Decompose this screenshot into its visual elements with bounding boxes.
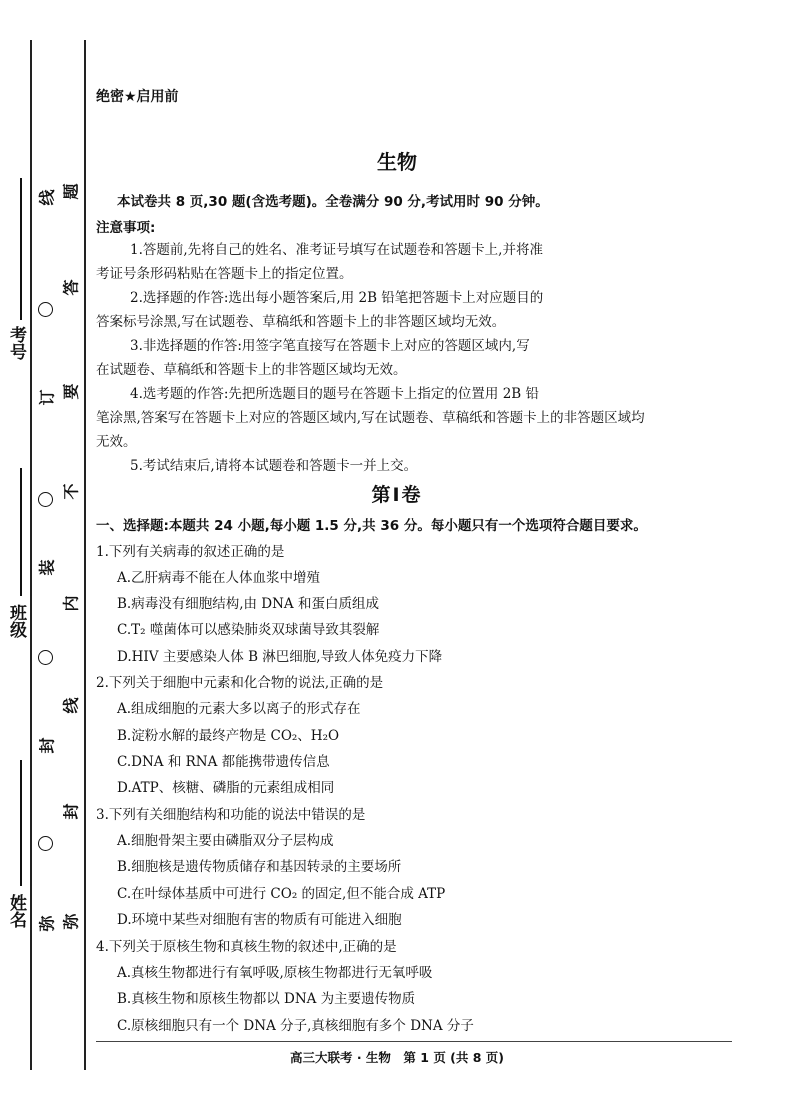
question-option: C.DNA 和 RNA 都能携带遗传信息 bbox=[117, 754, 330, 770]
notice-line: 4.选考题的作答:先把所选题目的题号在答题卡上指定的位置用 2B 铅 bbox=[130, 386, 540, 402]
seal-char-mi: 弥 bbox=[37, 915, 57, 932]
question-stem: 1.下列有关病毒的叙述正确的是 bbox=[96, 544, 285, 560]
question-option: B.细胞核是遗传物质储存和基因转录的主要场所 bbox=[117, 859, 402, 875]
question-option: B.病毒没有细胞结构,由 DNA 和蛋白质组成 bbox=[117, 596, 379, 612]
notice-line: 3.非选择题的作答:用签字笔直接写在答题卡上对应的答题区域内,写 bbox=[130, 338, 530, 354]
question-option: D.ATP、核糖、磷脂的元素组成相同 bbox=[117, 780, 335, 796]
question-stem: 3.下列有关细胞结构和功能的说法中错误的是 bbox=[96, 807, 366, 823]
section-heading: 一、选择题:本题共 24 小题,每小题 1.5 分,共 36 分。每小题只有一个选项符合题目要求。 bbox=[96, 518, 647, 534]
no-answer-char-ti: 题 bbox=[61, 183, 81, 200]
notice-line: 1.答题前,先将自己的姓名、准考证号填写在试题卷和答题卡上,并将准 bbox=[130, 242, 543, 258]
seal-char-xian: 线 bbox=[37, 189, 57, 206]
part-title: 第Ⅰ卷 bbox=[371, 484, 423, 506]
question-stem: 2.下列关于细胞中元素和化合物的说法,正确的是 bbox=[96, 675, 384, 691]
notice-line: 5.考试结束后,请将本试题卷和答题卡一并上交。 bbox=[130, 458, 418, 474]
no-answer-char-feng: 封 bbox=[61, 803, 81, 820]
notice-line: 2.选择题的作答:选出每小题答案后,用 2B 铅笔把答题卡上对应题目的 bbox=[130, 290, 544, 306]
class-label: 班级 bbox=[6, 604, 26, 638]
no-answer-char-xian: 线 bbox=[61, 697, 81, 714]
binding-line-outer bbox=[30, 40, 32, 1070]
question-option: B.真核生物和原核生物都以 DNA 为主要遗传物质 bbox=[117, 991, 416, 1007]
exam-no-fill-line bbox=[20, 178, 22, 320]
no-answer-char-yao: 要 bbox=[61, 383, 81, 400]
question-option: B.淀粉水解的最终产物是 CO₂、H₂O bbox=[117, 728, 340, 744]
exam-summary: 本试卷共 8 页,30 题(含选考题)。全卷满分 90 分,考试用时 90 分钟。 bbox=[117, 194, 549, 210]
question-option: D.环境中某些对细胞有害的物质有可能进入细胞 bbox=[117, 912, 402, 928]
notice-line: 笔涂黑,答案写在答题卡上对应的答题区域内,写在试题卷、草稿纸和答题卡上的非答题区域均 bbox=[96, 410, 645, 426]
seal-circle-4 bbox=[38, 836, 53, 851]
seal-circle-1 bbox=[38, 302, 53, 317]
seal-char-feng: 封 bbox=[37, 737, 57, 754]
exam-title: 生物 bbox=[377, 150, 417, 174]
question-option: D.HIV 主要感染人体 B 淋巴细胞,导致人体免疫力下降 bbox=[117, 649, 443, 665]
page-footer: 高三大联考 · 生物 第 1 页 (共 8 页) bbox=[289, 1050, 505, 1065]
no-answer-char-nei: 内 bbox=[61, 595, 81, 612]
seal-char-ding: 订 bbox=[37, 389, 57, 406]
seal-char-zhuang: 装 bbox=[37, 559, 57, 576]
question-option: C.原核细胞只有一个 DNA 分子,真核细胞有多个 DNA 分子 bbox=[117, 1018, 474, 1034]
name-label: 姓名 bbox=[6, 894, 26, 928]
notice-line: 无效。 bbox=[96, 434, 137, 450]
notice-line: 答案标号涂黑,写在试题卷、草稿纸和答题卡上的非答题区域均无效。 bbox=[96, 314, 506, 330]
name-fill-line bbox=[20, 760, 22, 886]
no-answer-char-da: 答 bbox=[61, 279, 81, 296]
footer-rule bbox=[96, 1041, 732, 1042]
notice-line: 在试题卷、草稿纸和答题卡上的非答题区域均无效。 bbox=[96, 362, 407, 378]
question-option: C.在叶绿体基质中可进行 CO₂ 的固定,但不能合成 ATP bbox=[117, 886, 446, 902]
question-option: A.细胞骨架主要由磷脂双分子层构成 bbox=[117, 833, 334, 849]
no-answer-char-mi: 弥 bbox=[61, 913, 81, 930]
no-answer-char-bu: 不 bbox=[61, 483, 81, 500]
question-option: C.T₂ 噬菌体可以感染肺炎双球菌导致其裂解 bbox=[117, 622, 380, 638]
notice-line: 考证号条形码粘贴在答题卡上的指定位置。 bbox=[96, 266, 353, 282]
question-option: A.组成细胞的元素大多以离子的形式存在 bbox=[117, 701, 361, 717]
question-option: A.真核生物都进行有氧呼吸,原核生物都进行无氧呼吸 bbox=[117, 965, 433, 981]
exam-no-label: 考号 bbox=[6, 326, 26, 360]
question-option: A.乙肝病毒不能在人体血浆中增殖 bbox=[117, 570, 321, 586]
question-stem: 4.下列关于原核生物和真核生物的叙述中,正确的是 bbox=[96, 939, 397, 955]
seal-circle-3 bbox=[38, 650, 53, 665]
secret-label: 绝密★启用前 bbox=[96, 89, 179, 105]
notice-heading: 注意事项: bbox=[96, 220, 156, 236]
binding-line-inner bbox=[84, 40, 86, 1070]
